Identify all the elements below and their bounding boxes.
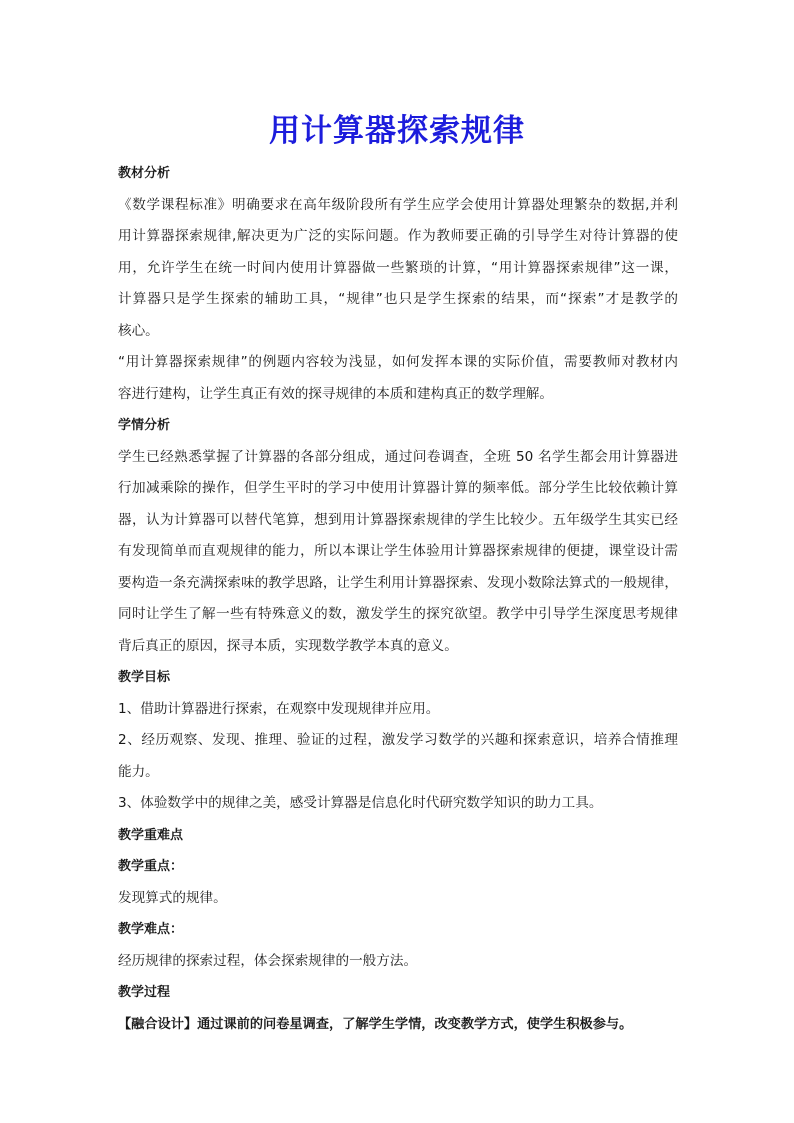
section-heading-student-analysis: 学情分析 bbox=[118, 418, 171, 433]
section-heading-key-points: 教学重难点 bbox=[118, 827, 184, 843]
paragraph-line: “用计算器探索规律”的例题内容较为浅显，如何发挥本课的实际价值，需要教师对教材内 bbox=[118, 354, 678, 370]
section-heading-process: 教学过程 bbox=[118, 985, 171, 1000]
paragraph-line: 学生已经熟悉掌握了计算器的各部分组成，通过问卷调查，全班 50 名学生都会用计算器进 bbox=[118, 448, 678, 465]
paragraph-line: 同时让学生了解一些有特殊意义的数，激发学生的探究欲望。教学中引导学生深度思考规律 bbox=[118, 606, 678, 622]
paragraph-line: 有发现简单而直观规律的能力，所以本课让学生体验用计算器探索规律的便捷，课堂设计需 bbox=[118, 543, 678, 559]
paragraph-line: 器，认为计算器可以替代笔算，想到用计算器探索规律的学生比较少。五年级学生其实已经 bbox=[118, 511, 678, 528]
focus-text: 发现算式的规律。 bbox=[118, 889, 227, 906]
difficulty-text: 经历规律的探索过程，体会探索规律的一般方法。 bbox=[118, 952, 418, 969]
paragraph-line: 容进行建构，让学生真正有效的探寻规律的本质和建构真正的数学理解。 bbox=[118, 385, 553, 402]
paragraph-line: 核心。 bbox=[118, 322, 159, 339]
paragraph-line: 要构造一条充满探索味的教学思路，让学生利用计算器探索、发现小数除法算式的一般规律， bbox=[118, 574, 678, 591]
paragraph-line: 用，允许学生在统一时间内使用计算器做一些繁琐的计算，“用计算器探索规律”这一课， bbox=[118, 259, 678, 276]
paragraph-line: 《数学课程标准》明确要求在高年级阶段所有学生应学会使用计算器处理繁杂的数据,并利 bbox=[118, 196, 678, 213]
paragraph-line: 用计算器探索规律,解决更为广泛的实际问题。作为教师要正确的引导学生对待计算器的使 bbox=[118, 228, 678, 244]
paragraph-line: 计算器只是学生探索的辅助工具，“规律”也只是学生探索的结果，而“探索”才是教学的 bbox=[118, 291, 678, 307]
objective-item: 1、借助计算器进行探索，在观察中发现规律并应用。 bbox=[118, 700, 440, 717]
section-heading-material-analysis: 教材分析 bbox=[118, 166, 171, 181]
document-body bbox=[118, 158, 678, 1040]
objective-item: 2、经历观察、发现、推理、验证的过程，激发学习数学的兴趣和探索意识，培养合情推理 bbox=[118, 732, 678, 748]
objective-item-continued: 能力。 bbox=[118, 763, 159, 780]
paragraph-line: 行加减乘除的操作，但学生平时的学习中使用计算器计算的频率低。部分学生比较依赖计算 bbox=[118, 480, 678, 496]
section-heading-objectives: 教学目标 bbox=[118, 670, 171, 685]
paragraph-line: 背后真正的原因，探寻本质，实现数学教学本真的意义。 bbox=[118, 637, 458, 654]
subheading-difficulty: 教学难点： bbox=[118, 922, 184, 937]
document-title: 用计算器探索规律 bbox=[269, 113, 525, 149]
subheading-focus: 教学重点： bbox=[118, 859, 184, 874]
objective-item: 3、体验数学中的规律之美，感受计算器是信息化时代研究数学知识的助力工具。 bbox=[118, 795, 603, 811]
design-note: 【融合设计】通过课前的问卷星调查，了解学生学情，改变教学方式，使学生积极参与。 bbox=[118, 1016, 633, 1032]
